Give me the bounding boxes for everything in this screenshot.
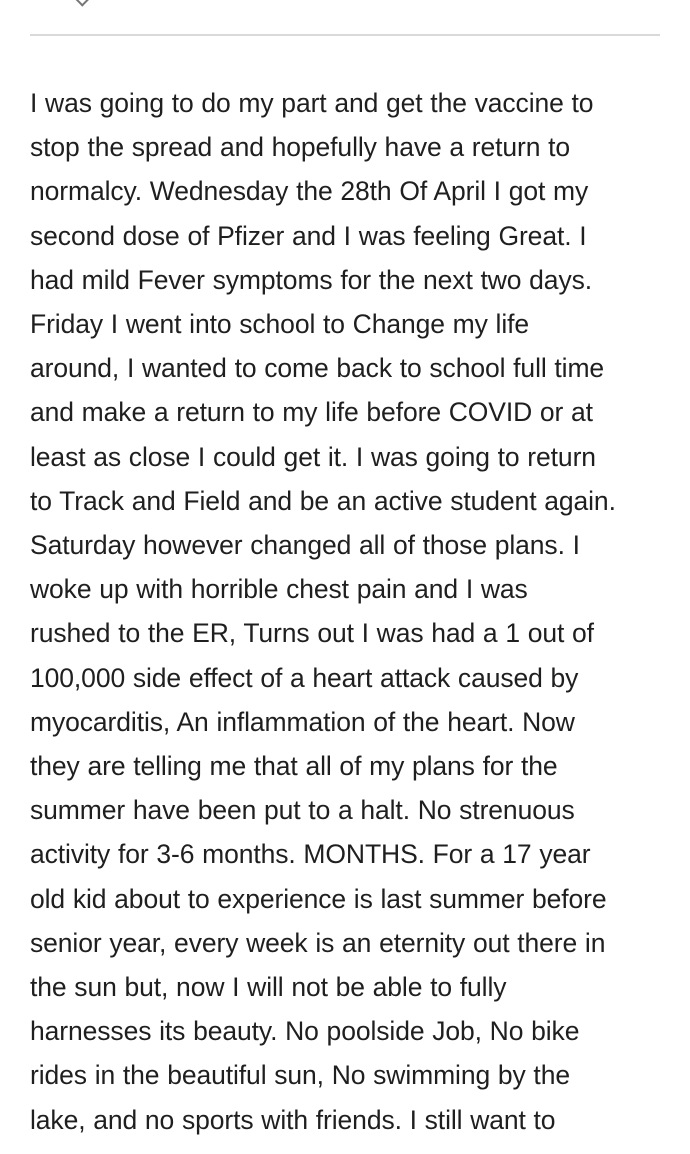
collapse-chevron-icon [72, 0, 93, 7]
post-body-text: I was going to do my part and get the vaccine to stop the spread and hopefully have a return to normalcy. Wednesday the 28th Of April I got my second dose of Pfizer and I was feeling Great. I had mild Fever symptoms for the next two days. Friday I went into school to Change my life around, I wanted to come back to school full time and make a return to my life before COVID or at least as close I could get it. I was going to return to Track and Field and be an active student again. Saturday however changed all of those plans. I woke up with horrible chest pain and I was rushed to the ER, Turns out I was had a 1 out of 100,000 side effect of a heart attack caused by myocarditis, An inflammation of the heart. Now they are telling me that all of my plans for the summer have been put to a halt. No strenuous activity for 3-6 months. MONTHS. For a 17 year old kid about to experience is last summer before senior year, every week is an eternity out there in the sun but, now I will not be able to fully harnesses its beauty. No poolside Job, No bike rides in the beautiful sun, No swimming by the lake, and no sports with friends. I still want to [30, 88, 616, 1135]
section-divider [30, 34, 660, 36]
